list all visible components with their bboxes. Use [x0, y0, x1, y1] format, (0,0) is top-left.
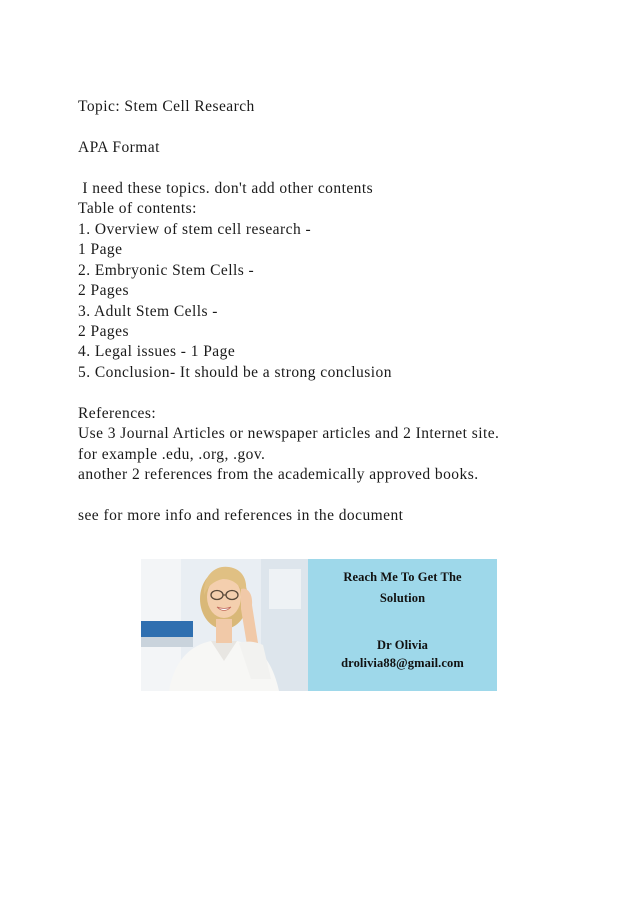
references-heading: References:: [78, 405, 157, 422]
advert-headline: Reach Me To Get The: [343, 570, 462, 584]
instruction-line: I need these topics. don't add other contents: [78, 180, 374, 197]
advert-email[interactable]: drolivia88@gmail.com: [341, 656, 464, 670]
toc-item: 1. Overview of stem cell research -: [78, 221, 312, 238]
contact-panel: [308, 559, 497, 691]
references-line: Use 3 Journal Articles or newspaper articles and 2 Internet site.: [78, 425, 500, 442]
references-line: another 2 references from the academically approved books.: [78, 466, 479, 483]
toc-item-pages: 2 Pages: [78, 323, 129, 340]
toc-item-pages: 1 Page: [78, 241, 123, 258]
advert-name: Dr Olivia: [376, 638, 429, 652]
references-line: for example .edu, .org, .gov.: [78, 446, 266, 463]
toc-item: 5. Conclusion- It should be a strong conclusion: [78, 364, 392, 381]
contact-advert: [141, 559, 497, 691]
toc-item: 4. Legal issues - 1 Page: [78, 343, 236, 360]
toc-item-pages: 2 Pages: [78, 282, 129, 299]
toc-item: 2. Embryonic Stem Cells -: [78, 262, 255, 279]
toc-item: 3. Adult Stem Cells -: [78, 303, 218, 320]
topic-line: Topic: Stem Cell Research: [78, 98, 255, 115]
smiling-woman-photo: [141, 559, 308, 691]
toc-heading: Table of contents:: [78, 200, 197, 217]
format-line: APA Format: [78, 139, 160, 156]
advert-headline-cont: Solution: [379, 591, 426, 605]
more-info-line: see for more info and references in the document: [78, 507, 404, 524]
